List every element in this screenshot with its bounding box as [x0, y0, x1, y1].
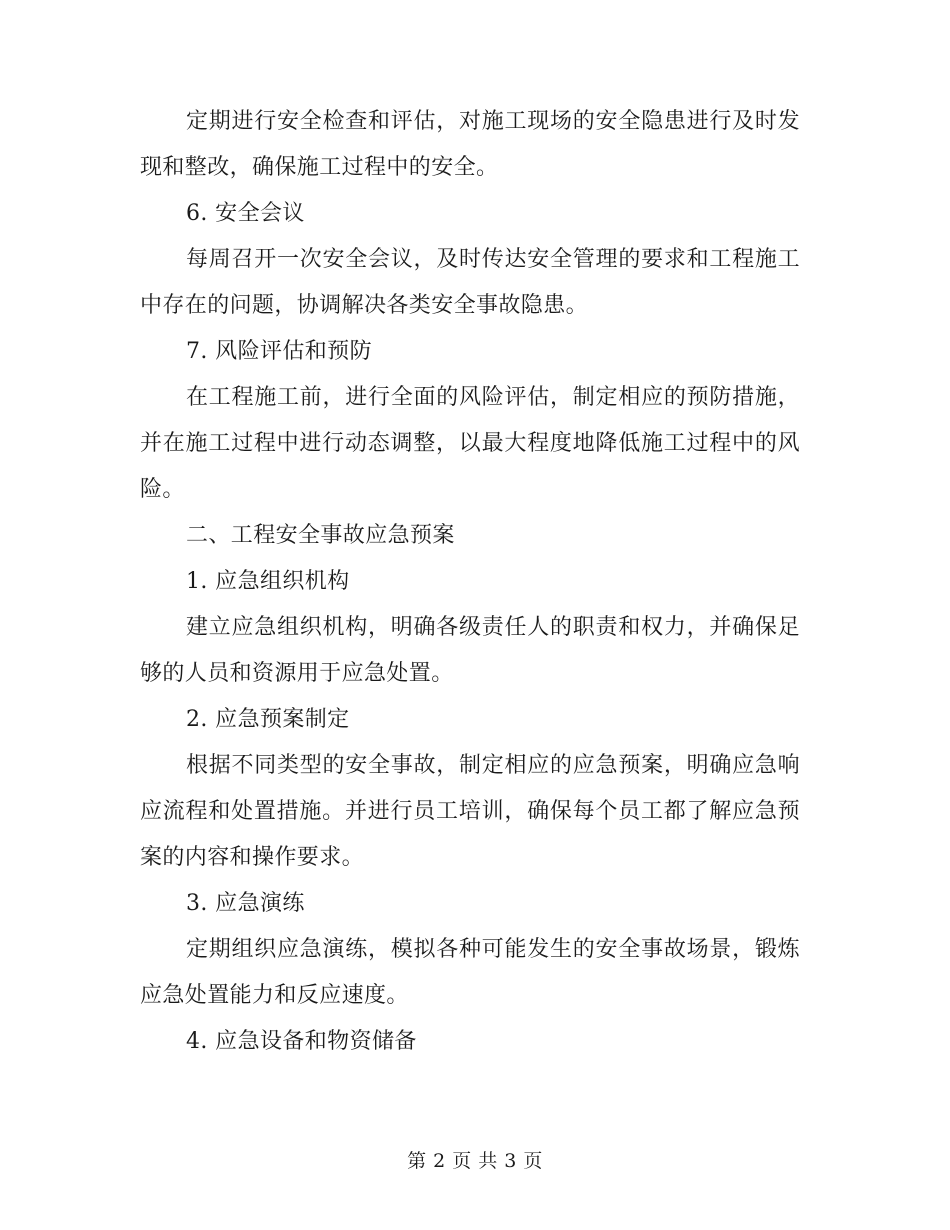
- paragraph-risk-assessment: 在工程施工前，进行全面的风险评估，制定相应的预防措施，并在施工过程中进行动态调整，以最大程度地降低施工过程中的风险。: [140, 385, 800, 502]
- section-heading-emergency-plan-making: 2. 应急预案制定: [186, 707, 350, 732]
- paragraph-safety-meeting: 每周召开一次安全会议，及时传达安全管理的要求和工程施工中存在的问题，协调解决各类安全事故隐患。: [140, 247, 800, 318]
- section-heading-emergency-equipment: 4. 应急设备和物资储备: [186, 1029, 417, 1054]
- section-heading-emergency-drill: 3. 应急演练: [186, 891, 305, 916]
- paragraph-emergency-drill: 定期组织应急演练，模拟各种可能发生的安全事故场景，锻炼应急处置能力和反应速度。: [140, 937, 800, 1008]
- paragraph-emergency-organization: 建立应急组织机构，明确各级责任人的职责和权力，并确保足够的人员和资源用于应急处置。: [140, 615, 800, 686]
- paragraph-emergency-plan-making: 根据不同类型的安全事故，制定相应的应急预案，明确应急响应流程和处置措施。并进行员工培训，确保每个员工都了解应急预案的内容和操作要求。: [140, 753, 800, 870]
- document-body: [140, 99, 800, 1065]
- page-number-footer: 第 2 页 共 3 页: [407, 1150, 543, 1172]
- paragraph-safety-inspection: 定期进行安全检查和评估，对施工现场的安全隐患进行及时发现和整改，确保施工过程中的安全。: [140, 109, 800, 180]
- section-heading-safety-meeting: 6. 安全会议: [186, 201, 305, 226]
- section-heading-risk-assessment: 7. 风险评估和预防: [186, 339, 372, 364]
- chapter-heading-emergency-plan: 二、工程安全事故应急预案: [186, 523, 455, 548]
- section-heading-emergency-organization: 1. 应急组织机构: [186, 569, 350, 594]
